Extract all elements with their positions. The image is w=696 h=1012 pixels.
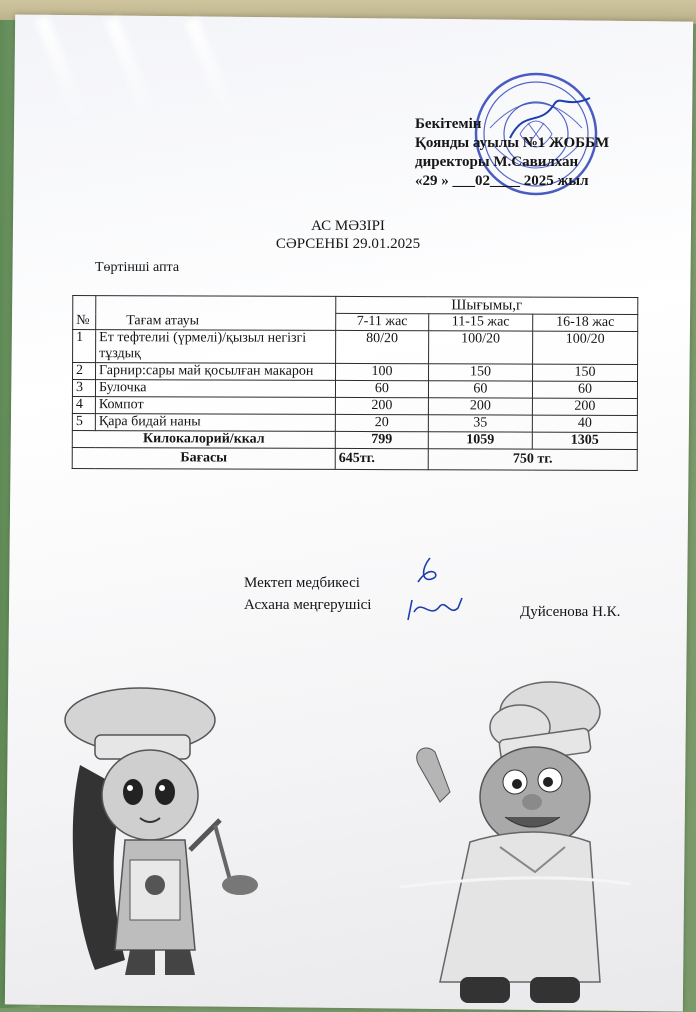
handwritten-signature [400,550,480,630]
row-value: 20 [335,414,428,431]
row-value: 100/20 [533,331,638,364]
header-age-group: 16-18 жас [533,314,638,331]
header-age-group: 11-15 жас [429,314,533,331]
price-label: Бағасы [72,448,335,470]
row-num: 4 [72,397,95,414]
row-dish: Булочка [95,380,335,398]
row-dish: Компот [95,397,335,415]
approval-block [415,115,609,191]
kcal-value: 1059 [428,432,532,449]
row-value: 60 [532,381,637,398]
table-row [72,397,637,416]
price-value: 750 тг. [428,449,637,471]
row-value: 200 [428,398,532,415]
row-value: 60 [428,381,532,398]
approval-line: Қоянды ауылы №1 ЖОББМ [415,135,610,151]
header-output: Шығымы,г [336,296,638,314]
header-age-group: 7-11 жас [336,313,429,330]
table-row [72,380,637,399]
price-row [72,448,637,471]
week-label: Төртінші апта [95,260,180,275]
menu-subtitle: СӘРСЕНБІ 29.01.2025 [275,236,421,252]
menu-table [72,295,639,471]
row-value: 80/20 [336,330,429,363]
signatory-name: Дуйсенова Н.К. [520,604,621,620]
menu-title: АС МӘЗІРІ [311,218,385,234]
table-row [73,330,638,365]
row-value: 200 [532,398,637,415]
row-value: 150 [428,364,532,381]
row-dish: Ет тефтелиі (үрмелі)/қызыл негізгі тұздық [96,330,336,364]
row-dish: Гарнир:сары май қосылған макарон [96,363,336,381]
nurse-label: Мектеп медбикесі [244,575,360,591]
chef-girl-illustration [55,680,275,980]
kcal-label: Килокалорий/ккал [72,431,335,449]
row-value: 150 [533,364,638,381]
row-num: 3 [72,380,95,397]
header-num: № [73,296,96,330]
row-value: 100 [336,363,429,380]
kcal-row [72,431,637,450]
row-num: 1 [73,330,96,363]
row-num: 2 [73,363,96,380]
approval-line: директоры М.Савилхан [415,154,579,170]
approval-date: «29 » ___02____ 2025 жыл [415,173,589,189]
row-value: 100/20 [428,331,532,364]
kcal-value: 799 [335,431,428,448]
light-glare [35,16,88,124]
row-value: 35 [428,415,532,432]
price-value: 645тг. [335,448,428,469]
approval-line: Бекітемін [415,116,482,132]
row-value: 40 [532,415,637,432]
light-glare [185,18,238,126]
row-num: 5 [72,414,95,431]
canteen-head-label: Асхана меңгерушісі [244,597,372,613]
row-value: 200 [335,397,428,414]
header-dish-name: Тағам атауы [96,296,336,331]
light-glare [105,17,158,125]
kcal-value: 1305 [532,432,637,449]
table-row [72,414,637,433]
row-dish: Қара бидай наны [95,414,335,432]
row-value: 60 [335,380,428,397]
chef-boy-illustration [400,672,630,1008]
table-row [73,363,638,382]
